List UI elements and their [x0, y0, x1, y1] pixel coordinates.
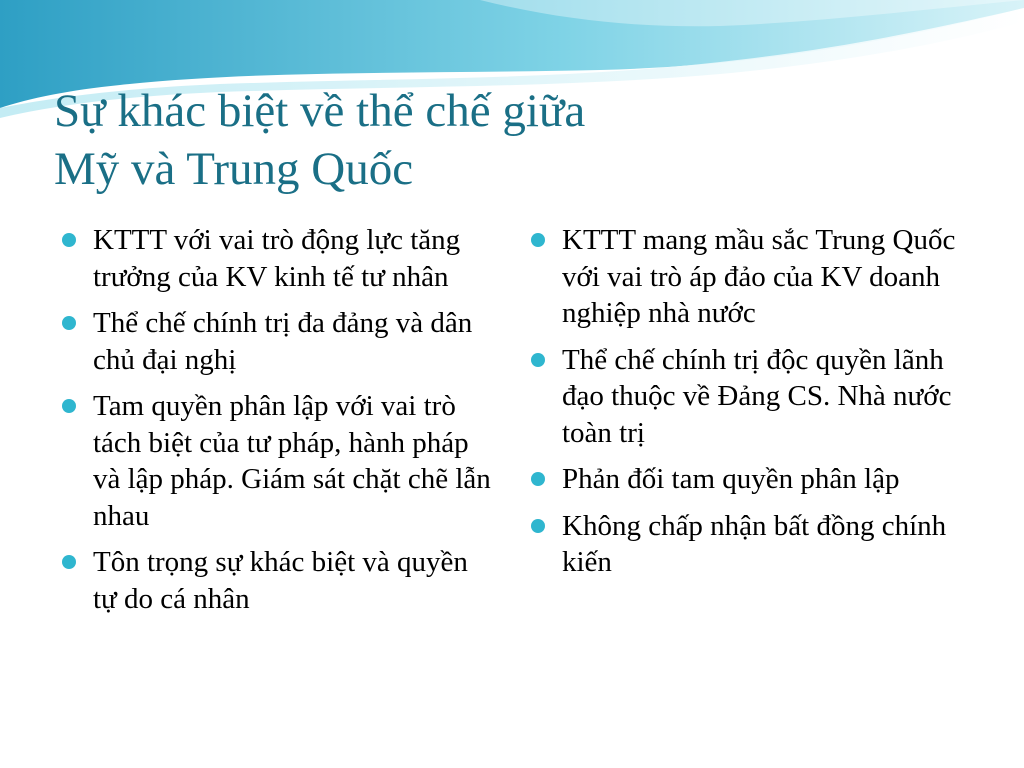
- bullet-icon: [62, 233, 76, 247]
- right-column-bullet-list: [531, 222, 981, 591]
- bullet-icon: [531, 472, 545, 486]
- right-bullet-item: [531, 222, 981, 332]
- bullet-icon: [62, 316, 76, 330]
- left-bullet-text: Thể chế chính trị đa đảng và dân chủ đại nghị: [93, 307, 473, 376]
- right-bullet-text: Thể chế chính trị độc quyền lãnh đạo thuộc về Đảng CS. Nhà nước toàn trị: [562, 343, 952, 449]
- slide-title: [54, 82, 954, 198]
- left-bullet-item: [62, 544, 492, 617]
- right-bullet-text: KTTT mang mầu sắc Trung Quốc với vai trò áp đảo của KV doanh nghiệp nhà nước: [562, 224, 956, 329]
- right-bullet-item: [531, 508, 981, 581]
- left-bullet-text: Tôn trọng sự khác biệt và quyền tự do cá nhân: [93, 546, 468, 615]
- left-bullet-item: [62, 388, 492, 534]
- bullet-icon: [62, 399, 76, 413]
- left-column-bullet-list: [62, 222, 492, 627]
- bullet-icon: [62, 555, 76, 569]
- bullet-icon: [531, 353, 545, 367]
- slide-title-line-1: Sự khác biệt về thể chế giữa: [54, 85, 586, 137]
- bullet-icon: [531, 519, 545, 533]
- right-bullet-text: Phản đối tam quyền phân lập: [562, 463, 900, 495]
- left-bullet-item: [62, 305, 492, 378]
- slide-title-line-2: Mỹ và Trung Quốc: [54, 143, 414, 195]
- bullet-icon: [531, 233, 545, 247]
- right-bullet-item: [531, 461, 981, 498]
- left-bullet-text: KTTT với vai trò động lực tăng trưởng của KV kinh tế tư nhân: [93, 224, 461, 293]
- left-bullet-item: [62, 222, 492, 295]
- left-bullet-text: Tam quyền phân lập với vai trò tách biệt của tư pháp, hành pháp và lập pháp. Giám sát chặt chẽ lẫn nhau: [93, 390, 491, 532]
- right-bullet-text: Không chấp nhận bất đồng chính kiến: [562, 509, 947, 578]
- right-bullet-item: [531, 342, 981, 452]
